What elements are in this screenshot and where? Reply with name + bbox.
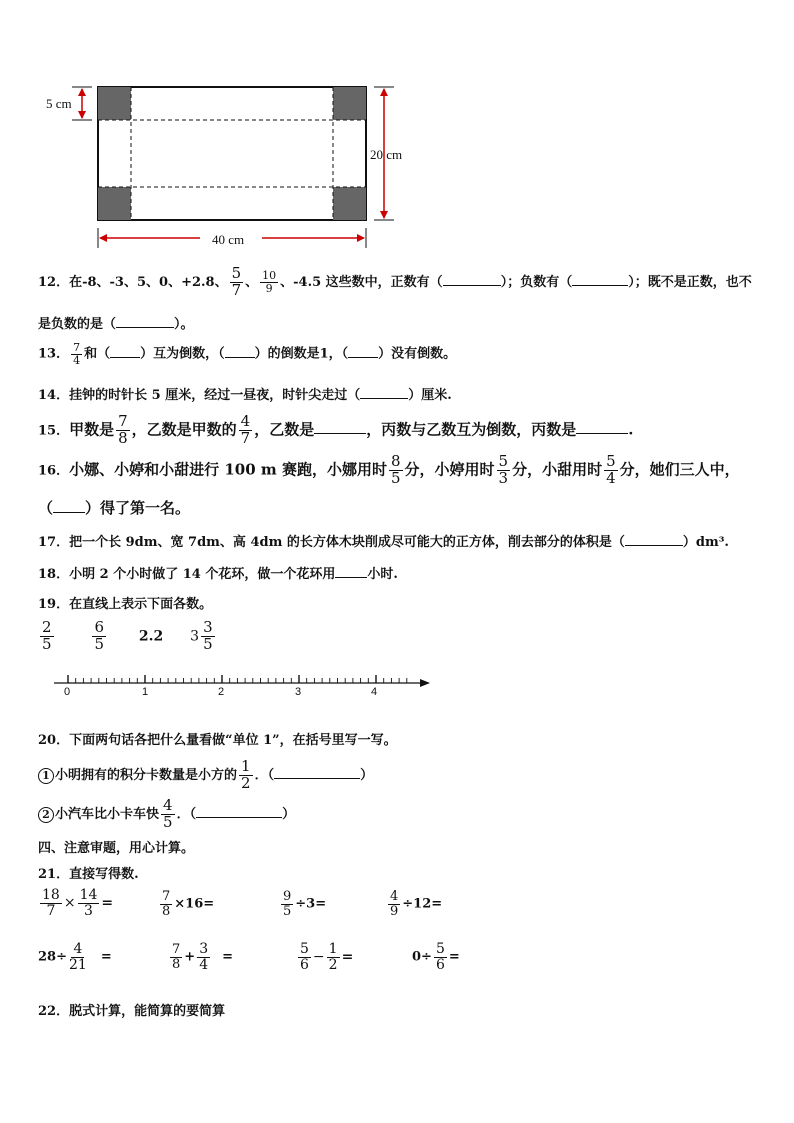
- calc-6: $\frac{7}{8}$ + $\frac{3}{4}$ =: [172, 941, 234, 973]
- question-17: 17．把一个长 9dm、宽 7dm、高 4dm 的长方体木块削成尽可能大的正方体，削去部分的体积是（ ）dm³.: [38, 535, 729, 550]
- calc-2: $\frac{7}{8}$ ×16=: [162, 889, 215, 919]
- question-14: 14．挂钟的时针长 5 厘米，经过一昼夜，时针尖走过（ ）厘米.: [38, 388, 452, 403]
- calc-8: 0÷ $\frac{5}{6}$ =: [412, 941, 460, 973]
- label-5cm: 5 cm: [46, 96, 72, 111]
- calc-5: 28÷ $\frac{4}{21}$ =: [38, 941, 112, 973]
- rectangle-diagram: [40, 78, 420, 253]
- calc-4: $\frac{4}{9}$ ÷12=: [390, 889, 443, 919]
- calc-7: $\frac{5}{6}$ − $\frac{1}{2}$ =: [300, 941, 354, 973]
- question-13: 13． $\frac{7}{4}$ 和（ ）互为倒数，（ ）的倒数是1，（ ）没有倒数。: [38, 341, 457, 367]
- question-12: 12．在-8、-3、5、0、+2.8、 $\frac{5}{7}$ 、 $\frac{10}{9}$ 、-4.5 这些数中，正数有（ ）；负数有（ ）；既不是正数，也不: [38, 264, 752, 299]
- q19-numbers: $\frac{2}{5}$ $\frac{6}{5}$ 2.2 3 $\frac{3}{5}$: [42, 618, 213, 653]
- calc-3: $\frac{9}{5}$ ÷3=: [283, 889, 327, 919]
- number-line-labels: 0 1 2 3 4: [64, 686, 378, 698]
- question-16-line2: （ ）得了第一名。: [38, 499, 191, 517]
- question-20: 20．下面两句话各把什么量看做“单位 1”，在括号里写一写。: [38, 733, 397, 748]
- question-15: 15．甲数是 $\frac{7}{8}$ ，乙数是甲数的 $\frac{4}{7}$ ，乙数是 ，丙数与乙数互为倒数，丙数是 .: [38, 412, 634, 447]
- question-20-item-1: 1 小明拥有的积分卡数量是小方的 $\frac{1}{2}$ ．（ ）: [38, 759, 373, 792]
- question-21: 21．直接写得数.: [38, 867, 139, 882]
- question-12-line2: 是负数的是（ ）。: [38, 317, 194, 332]
- question-19: 19．在直线上表示下面各数。: [38, 597, 213, 612]
- label-40cm: 40 cm: [212, 232, 245, 247]
- question-16: 16．小娜、小婷和小甜进行 100 m 赛跑，小娜用时 $\frac{8}{5}$ 分，小婷用时 $\frac{5}{3}$ 分，小甜用时 $\frac{5}{4}$ 分，她们三人中，: [38, 452, 740, 487]
- calc-1: $\frac{18}{7}$ × $\frac{14}{3}$ =: [42, 887, 114, 919]
- label-20cm: 20 cm: [370, 147, 403, 162]
- question-20-item-2: 2 小汽车比小卡车快 $\frac{4}{5}$ ．（ ）: [38, 798, 295, 831]
- section-4-heading: 四、注意审题，用心计算。: [38, 841, 195, 856]
- question-18: 18．小明 2 个小时做了 14 个花环，做一个花环用 小时.: [38, 567, 398, 582]
- question-22: 22．脱式计算，能简算的要简算: [38, 1004, 226, 1019]
